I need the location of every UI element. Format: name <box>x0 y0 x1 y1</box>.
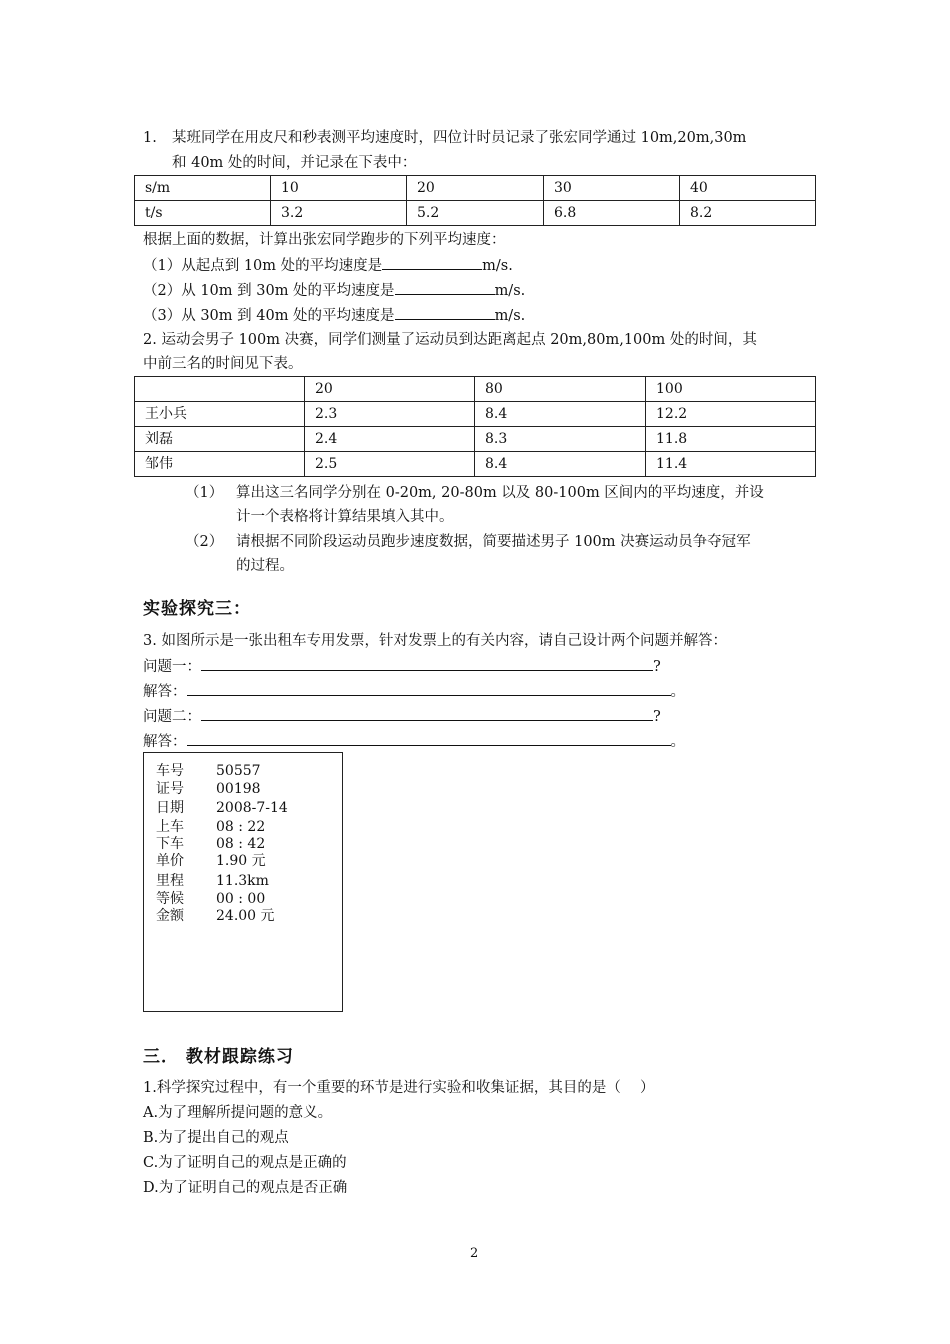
receipt-label: 证号 <box>156 781 184 797</box>
taxi-receipt <box>143 752 343 1012</box>
section-three-heading: 三． 教材跟踪练习 <box>143 1047 294 1067</box>
q1-sub2-unit: m/s. <box>494 283 526 299</box>
q1-sub3-text: （3）从 30m 到 40m 处的平均速度是 <box>143 308 395 324</box>
answer1-line <box>143 679 685 704</box>
question1-blank[interactable] <box>201 654 653 671</box>
q2-sub2-number: （2） <box>185 534 224 550</box>
table-cell: 2.4 <box>305 427 475 452</box>
q2-text-line1: 2. 运动会男子 100m 决赛，同学们测量了运动员到达距离起点 20m,80m,100m 处的时间，其 <box>143 332 757 348</box>
receipt-value: 1.90 元 <box>216 853 266 869</box>
q1-text-line1: 某班同学在用皮尺和秒表测平均速度时，四位计时员记录了张宏同学通过 10m,20m,30m <box>172 130 747 146</box>
receipt-row <box>156 907 275 925</box>
q2-sub2-line2: 的过程。 <box>236 558 294 574</box>
table-cell: 12.2 <box>646 402 816 427</box>
q1-number: 1. <box>143 130 157 146</box>
table-cell: 11.4 <box>646 452 816 477</box>
answer1-end: 。 <box>670 684 685 700</box>
table-cell: 8.3 <box>475 427 646 452</box>
table-cell: 20 <box>305 377 475 402</box>
q1-sub1-text: （1）从起点到 10m 处的平均速度是 <box>143 258 383 274</box>
page-number: 2 <box>470 1246 479 1261</box>
section-heading: 实验探究三： <box>143 599 251 619</box>
receipt-value: 08 : 42 <box>216 836 266 852</box>
receipt-row <box>156 762 261 780</box>
option-b: B.为了提出自己的观点 <box>143 1130 289 1146</box>
question2-line <box>143 704 661 729</box>
table-row <box>135 427 816 452</box>
receipt-label: 单价 <box>156 853 184 869</box>
table-cell: 刘磊 <box>135 427 305 452</box>
table-cell: 80 <box>475 377 646 402</box>
option-c: C.为了证明自己的观点是正确的 <box>143 1155 347 1171</box>
receipt-label: 下车 <box>156 836 184 852</box>
question1-line <box>143 654 661 679</box>
table-cell: 3.2 <box>271 201 407 226</box>
table-row <box>135 176 816 201</box>
q2-sub1-number: （1） <box>185 485 224 501</box>
answer2-label: 解答： <box>143 734 187 750</box>
receipt-row <box>156 780 261 798</box>
q1-table <box>134 175 816 226</box>
table-cell: 11.8 <box>646 427 816 452</box>
receipt-row <box>156 852 266 870</box>
answer2-line <box>143 729 685 754</box>
answer1-label: 解答： <box>143 684 187 700</box>
table-cell <box>135 377 305 402</box>
question2-end: ? <box>653 709 661 725</box>
table-cell: 10 <box>271 176 407 201</box>
table-row <box>135 201 816 226</box>
q2-table <box>134 376 816 477</box>
q3-text: 3. 如图所示是一张出租车专用发票，针对发票上的有关内容，请自己设计两个问题并解答： <box>143 633 727 649</box>
q2-text-line2: 中前三名的时间见下表。 <box>143 356 303 372</box>
receipt-label: 里程 <box>156 873 184 889</box>
q1-sub2-text: （2）从 10m 到 30m 处的平均速度是 <box>143 283 395 299</box>
q1-sub3-unit: m/s. <box>494 308 526 324</box>
receipt-row <box>156 818 265 836</box>
receipt-row <box>156 890 265 908</box>
q1-sub1 <box>143 253 513 278</box>
table-cell: 王小兵 <box>135 402 305 427</box>
table-cell: 8.4 <box>475 402 646 427</box>
q1-sub3 <box>143 303 525 328</box>
table-row <box>135 452 816 477</box>
question2-label: 问题二： <box>143 709 201 725</box>
exercise-question: 1.科学探究过程中，有一个重要的环节是进行实验和收集证据，其目的是（ ） <box>143 1080 655 1096</box>
table-cell: 6.8 <box>544 201 680 226</box>
q1-sub1-unit: m/s. <box>482 258 513 274</box>
question1-label: 问题一： <box>143 659 201 675</box>
table-cell: 邹伟 <box>135 452 305 477</box>
answer-blank[interactable] <box>395 303 495 320</box>
answer-blank[interactable] <box>382 253 482 270</box>
receipt-value: 00198 <box>216 781 261 797</box>
q1-text-line2: 和 40m 处的时间，并记录在下表中： <box>172 155 417 171</box>
receipt-label: 等候 <box>156 891 184 907</box>
receipt-row <box>156 872 269 890</box>
table-cell: 5.2 <box>407 201 544 226</box>
receipt-value: 2008-7-14 <box>216 800 288 816</box>
table-cell: 30 <box>544 176 680 201</box>
table-cell: 20 <box>407 176 544 201</box>
table-cell: 2.3 <box>305 402 475 427</box>
receipt-value: 00 : 00 <box>216 891 266 907</box>
option-d: D.为了证明自己的观点是否正确 <box>143 1180 348 1196</box>
q1-intro: 根据上面的数据，计算出张宏同学跑步的下列平均速度： <box>143 232 506 248</box>
option-a: A.为了理解所提问题的意义。 <box>143 1105 333 1121</box>
table-row <box>135 377 816 402</box>
receipt-label: 车号 <box>156 763 184 779</box>
answer2-end: 。 <box>670 734 685 750</box>
receipt-value: 50557 <box>216 763 261 779</box>
q2-sub1-line1: 算出这三名同学分别在 0-20m, 20-80m 以及 80-100m 区间内的平均速度，并设 <box>236 485 764 501</box>
table-cell: 8.2 <box>680 201 816 226</box>
receipt-row <box>156 835 265 853</box>
table-row <box>135 402 816 427</box>
table-cell: t/s <box>135 201 271 226</box>
answer-blank[interactable] <box>395 278 495 295</box>
answer2-blank[interactable] <box>187 729 671 746</box>
receipt-label: 上车 <box>156 819 184 835</box>
q2-sub1-line2: 计一个表格将计算结果填入其中。 <box>236 509 454 525</box>
receipt-label: 金额 <box>156 908 184 924</box>
receipt-value: 24.00 元 <box>216 908 275 924</box>
table-cell: 2.5 <box>305 452 475 477</box>
question1-end: ? <box>653 659 661 675</box>
q2-sub2-line1: 请根据不同阶段运动员跑步速度数据，简要描述男子 100m 决赛运动员争夺冠军 <box>236 534 751 550</box>
table-cell: s/m <box>135 176 271 201</box>
table-cell: 40 <box>680 176 816 201</box>
receipt-value: 08 : 22 <box>216 819 266 835</box>
receipt-value: 11.3km <box>216 873 269 889</box>
table-cell: 100 <box>646 377 816 402</box>
receipt-label: 日期 <box>156 800 184 816</box>
q1-sub2 <box>143 278 525 303</box>
answer1-blank[interactable] <box>187 679 671 696</box>
receipt-row <box>156 799 288 817</box>
table-cell: 8.4 <box>475 452 646 477</box>
question2-blank[interactable] <box>201 704 653 721</box>
